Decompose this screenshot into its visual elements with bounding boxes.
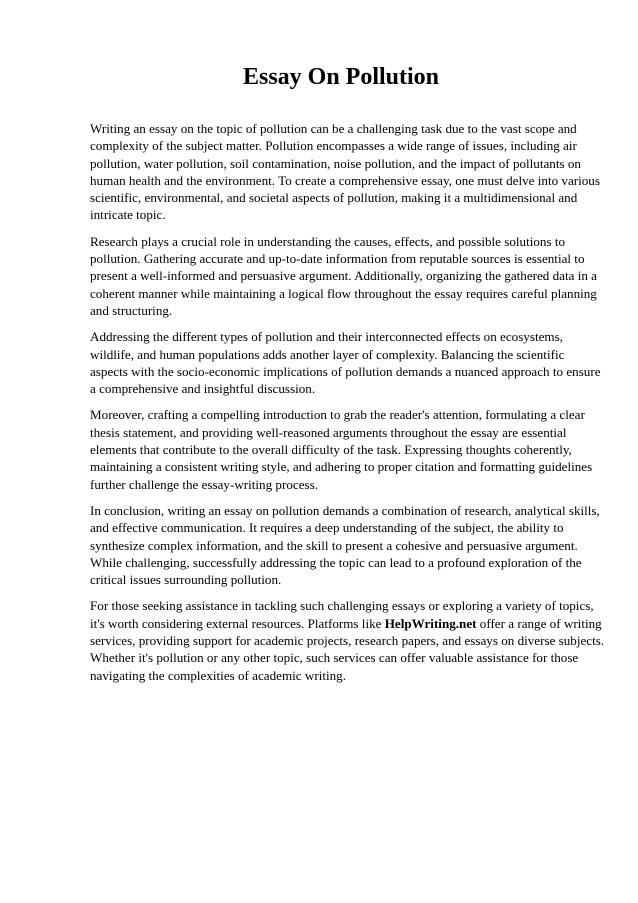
paragraph-2: Research plays a crucial role in understanding the causes, effects, and possible solutions to pollution. Gathering accurate and up-to-date information from reputable sources is essential to present a well-informed and persuasive argument. Additionally, organizing the gathered data in a coherent manner while maintaining a logical flow throughout the essay requires careful planning and structuring. xyxy=(90,233,597,318)
paragraph-6-text-after-link: offer a range of writing services, providing support for academic projects, research papers, and essays on diverse subjects. Whether it's pollution or any other topic, such services can offer valuable assistance for those navigating the complexities of academic writing. xyxy=(90,615,605,683)
essay-body xyxy=(90,120,605,693)
page-title: Essay On Pollution xyxy=(242,64,440,90)
paragraph-4: Moreover, crafting a compelling introduction to grab the reader's attention, formulating a clear thesis statement, and providing well-reasoned arguments throughout the essay are essential elements that contribute to the overall difficulty of the task. Expressing thoughts coherently, maintaining a consistent writing style, and adhering to proper citation and formatting guidelines further challenge the essay-writing process. xyxy=(90,407,593,492)
paragraph-6 xyxy=(90,597,605,683)
paragraph-5: In conclusion, writing an essay on pollution demands a combination of research, analytical skills, and effective communication. It requires a deep understanding of the subject, the ability to synthesize complex information, and the skill to present a cohesive and persuasive argument. While challenging, successfully addressing the topic can lead to a profound exploration of the critical issues surrounding pollution. xyxy=(90,502,600,588)
paragraph-3: Addressing the different types of pollution and their interconnected effects on ecosystems, wildlife, and human populations adds another layer of complexity. Balancing the scientific aspects with the socio-economic implications of pollution demands a nuanced approach to ensure a comprehensive and insightful discussion. xyxy=(90,329,601,397)
paragraph-6-text-before-link: For those seeking assistance in tackling such challenging essays or exploring a variety of topics, it's worth considering external resources. Platforms like xyxy=(90,598,594,631)
paragraph-1: Writing an essay on the topic of pollution can be a challenging task due to the vast scope and complexity of the subject matter. Pollution encompasses a wide range of issues, including air pollution, water pollution, soil contamination, noise pollution, and the impact of pollutants on human health and the environment. To create a comprehensive essay, one must delve into various scientific, environmental, and societal aspects of pollution, making it a multidimensional and intricate topic. xyxy=(90,121,600,223)
helpwriting-link[interactable]: HelpWriting.net xyxy=(384,615,477,631)
